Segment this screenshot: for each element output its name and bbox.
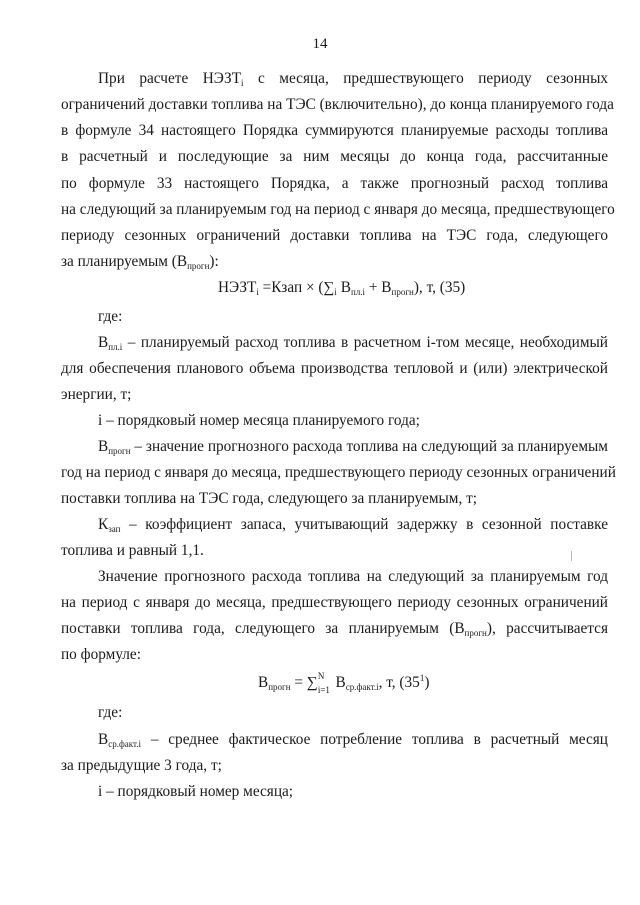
paragraph-line: по формуле: [61, 646, 141, 663]
paragraph-line: в расчетный и последующие за ним месяцы до конца года, рассчитанные [61, 148, 608, 165]
definition-line: топлива и равный 1,1. [61, 542, 204, 559]
definition-line: энергии, т; [61, 386, 132, 403]
paragraph-line: на период с января до месяца, предшествующего периоду сезонных ограничений [61, 594, 608, 611]
definition-line: i – порядковый номер месяца планируемого года; [98, 412, 420, 429]
paragraph-line: за планируемым $(В_{прогн})$: [61, 253, 219, 271]
definition-line: для обеспечения планового объема производства тепловой и (или) электрической [61, 360, 608, 377]
definition-line: $В_{пл.i}$ – планируемый расход топлива в расчетном i-том месяце, необходимый [98, 334, 608, 352]
paragraph-line: на следующий за планируемым год на период с января до месяца, предшествующего [61, 201, 615, 218]
definition-line: за предыдущие 3 года, т; [61, 757, 222, 774]
definition-line: $К_{зап}$ – коэффициент запаса, учитывающий задержку в сезонной поставке [98, 516, 608, 534]
formula-35: $НЭЗТ_i$ =Кзап × ($\sum_i$ $В_{пл.i} + В_{прогн}$), т, (35) [218, 279, 466, 297]
formula-35-1: $В_{прогн}$ = ∑ N i=1 $В_{ср.факт.i}$, т, $(35^1)$ [258, 671, 430, 695]
margin-mark [571, 551, 572, 561]
page-number: 14 [312, 36, 328, 52]
definition-line: $В_{ср.факт.i}$ – среднее фактическое потребление топлива в расчетный месяц [98, 731, 608, 749]
paragraph-line: Значение прогнозного расхода топлива на следующий за планируемым год [98, 568, 608, 585]
definition-line: i – порядковый номер месяца; [98, 783, 294, 800]
paragraph-line: периоду сезонных ограничений доставки топлива на ТЭС года, следующего [61, 227, 608, 244]
paragraph-line: При расчете $НЭЗТ_i$ с месяца, предшествующего периоду сезонных [98, 70, 609, 88]
paragraph-line: поставки топлива года, следующего за планируемым $(В_{прогн})$, рассчитывается [61, 620, 609, 638]
definition-line: год на период с января до месяца, предшествующего периоду сезонных ограничений [61, 464, 616, 481]
definition-line: $В_{прогн}$ – значение прогнозного расхода топлива на следующий за планируемым [98, 438, 608, 456]
paragraph-line: ограничений доставки топлива на ТЭС (включительно), до конца планируемого года [61, 96, 614, 113]
paragraph-line: по формуле 33 настоящего Порядка, а также прогнозный расход топлива [61, 175, 608, 192]
where-label: где: [98, 308, 123, 325]
paragraph-line: в формуле 34 настоящего Порядка суммируются планируемые расходы топлива [61, 122, 608, 139]
definition-line: поставки топлива на ТЭС года, следующего за планируемым, т; [61, 490, 478, 507]
where-label: где: [98, 704, 123, 721]
